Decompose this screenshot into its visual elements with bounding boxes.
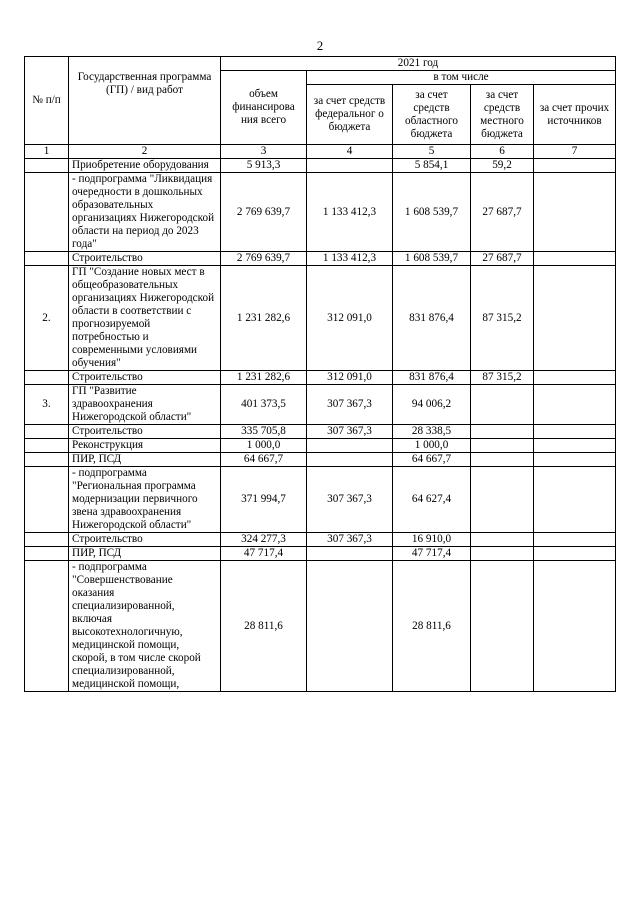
cell-local: [471, 439, 534, 453]
row-name: Строительство: [69, 252, 221, 266]
cell-regional: 64 667,7: [393, 453, 471, 467]
cell-regional: 5 854,1: [393, 159, 471, 173]
row-number: [25, 439, 69, 453]
table-row: [25, 266, 616, 371]
row-number: [25, 453, 69, 467]
cell-federal: [307, 439, 393, 453]
row-number: [25, 173, 69, 252]
table-row: [25, 561, 616, 692]
cell-total: 401 373,5: [221, 385, 307, 425]
cell-local: 27 687,7: [471, 173, 534, 252]
cell-total: 2 769 639,7: [221, 173, 307, 252]
cell-other: [534, 453, 616, 467]
cell-total: 324 277,3: [221, 533, 307, 547]
col-number-3: 3: [221, 145, 307, 159]
table-row: [25, 252, 616, 266]
cell-total: 371 994,7: [221, 467, 307, 533]
cell-other: [534, 173, 616, 252]
cell-federal: [307, 561, 393, 692]
cell-federal: [307, 547, 393, 561]
cell-regional: 1 000,0: [393, 439, 471, 453]
cell-regional: 64 627,4: [393, 467, 471, 533]
cell-local: 27 687,7: [471, 252, 534, 266]
row-name: Реконструкция: [69, 439, 221, 453]
header-year: 2021 год: [221, 57, 616, 71]
row-name: Приобретение оборудования: [69, 159, 221, 173]
cell-total: 335 705,8: [221, 425, 307, 439]
table-row: [25, 371, 616, 385]
header-regional: за счет средств областного бюджета: [393, 85, 471, 145]
cell-federal: 307 367,3: [307, 467, 393, 533]
header-col-number: № п/п: [25, 57, 69, 145]
cell-local: [471, 533, 534, 547]
cell-regional: 28 338,5: [393, 425, 471, 439]
cell-total: 2 769 639,7: [221, 252, 307, 266]
table-row: [25, 159, 616, 173]
cell-local: [471, 547, 534, 561]
cell-federal: 307 367,3: [307, 385, 393, 425]
cell-local: 59,2: [471, 159, 534, 173]
cell-other: [534, 425, 616, 439]
cell-local: [471, 561, 534, 692]
cell-other: [534, 159, 616, 173]
cell-other: [534, 266, 616, 371]
table-row: [25, 425, 616, 439]
row-name: - подпрограмма "Ликвидация очередности в дошкольных образовательных организациях Нижегородской области на период до 2023 года": [69, 173, 221, 252]
cell-other: [534, 561, 616, 692]
col-number-1: 1: [25, 145, 69, 159]
financing-table: [24, 56, 616, 692]
table-row: [25, 385, 616, 425]
header-federal: за счет средств федеральног о бюджета: [307, 85, 393, 145]
row-name: ГП "Развитие здравоохранения Нижегородской области": [69, 385, 221, 425]
header-total: объем финансирова ния всего: [221, 71, 307, 145]
row-number: [25, 561, 69, 692]
col-number-2: 2: [69, 145, 221, 159]
row-number: 3.: [25, 385, 69, 425]
row-number: [25, 371, 69, 385]
cell-other: [534, 439, 616, 453]
table-row: [25, 547, 616, 561]
row-number: [25, 252, 69, 266]
cell-other: [534, 547, 616, 561]
cell-total: 64 667,7: [221, 453, 307, 467]
header-local: за счет средств местного бюджета: [471, 85, 534, 145]
cell-federal: [307, 159, 393, 173]
page-number: 2: [316, 38, 324, 53]
cell-local: [471, 453, 534, 467]
cell-local: 87 315,2: [471, 371, 534, 385]
col-number-5: 5: [393, 145, 471, 159]
col-number-4: 4: [307, 145, 393, 159]
cell-regional: 47 717,4: [393, 547, 471, 561]
row-name: Строительство: [69, 425, 221, 439]
col-number-7: 7: [534, 145, 616, 159]
row-name: - подпрограмма "Совершенствование оказания специализированной, включая высокотехнологичную, медицинской помощи, скорой, в том числе скорой специализированной, медицинской помощи,: [69, 561, 221, 692]
table-row: [25, 467, 616, 533]
table-row: [25, 533, 616, 547]
cell-other: [534, 385, 616, 425]
header-other: за счет прочих источников: [534, 85, 616, 145]
cell-regional: 28 811,6: [393, 561, 471, 692]
cell-regional: 1 608 539,7: [393, 173, 471, 252]
cell-local: [471, 385, 534, 425]
header-col-program: Государственная программа (ГП) / вид работ: [69, 57, 221, 145]
cell-other: [534, 533, 616, 547]
cell-total: 1 000,0: [221, 439, 307, 453]
cell-regional: 94 006,2: [393, 385, 471, 425]
cell-federal: 1 133 412,3: [307, 173, 393, 252]
table-row: [25, 173, 616, 252]
cell-federal: 1 133 412,3: [307, 252, 393, 266]
cell-other: [534, 371, 616, 385]
cell-total: 1 231 282,6: [221, 371, 307, 385]
cell-federal: 312 091,0: [307, 371, 393, 385]
cell-other: [534, 467, 616, 533]
row-name: ПИР, ПСД: [69, 547, 221, 561]
cell-total: 47 717,4: [221, 547, 307, 561]
row-name: ГП "Создание новых мест в общеобразовательных организациях Нижегородской области в соответствии с прогнозируемой потребностью и современными условиями обучения": [69, 266, 221, 371]
row-number: [25, 467, 69, 533]
cell-local: [471, 425, 534, 439]
cell-total: 5 913,3: [221, 159, 307, 173]
cell-total: 28 811,6: [221, 561, 307, 692]
row-number: [25, 425, 69, 439]
cell-federal: [307, 453, 393, 467]
cell-regional: 831 876,4: [393, 266, 471, 371]
cell-local: [471, 467, 534, 533]
row-number: [25, 159, 69, 173]
col-number-6: 6: [471, 145, 534, 159]
cell-regional: 16 910,0: [393, 533, 471, 547]
row-number: 2.: [25, 266, 69, 371]
table-row: [25, 439, 616, 453]
row-name: Строительство: [69, 533, 221, 547]
row-number: [25, 533, 69, 547]
cell-federal: 312 091,0: [307, 266, 393, 371]
cell-federal: 307 367,3: [307, 533, 393, 547]
cell-regional: 831 876,4: [393, 371, 471, 385]
row-name: - подпрограмма "Региональная программа модернизации первичного звена здравоохранения Нижегородской области": [69, 467, 221, 533]
row-number: [25, 547, 69, 561]
row-name: ПИР, ПСД: [69, 453, 221, 467]
cell-federal: 307 367,3: [307, 425, 393, 439]
cell-regional: 1 608 539,7: [393, 252, 471, 266]
cell-local: 87 315,2: [471, 266, 534, 371]
table-row: [25, 453, 616, 467]
cell-other: [534, 252, 616, 266]
cell-total: 1 231 282,6: [221, 266, 307, 371]
row-name: Строительство: [69, 371, 221, 385]
header-including: в том числе: [307, 71, 616, 85]
